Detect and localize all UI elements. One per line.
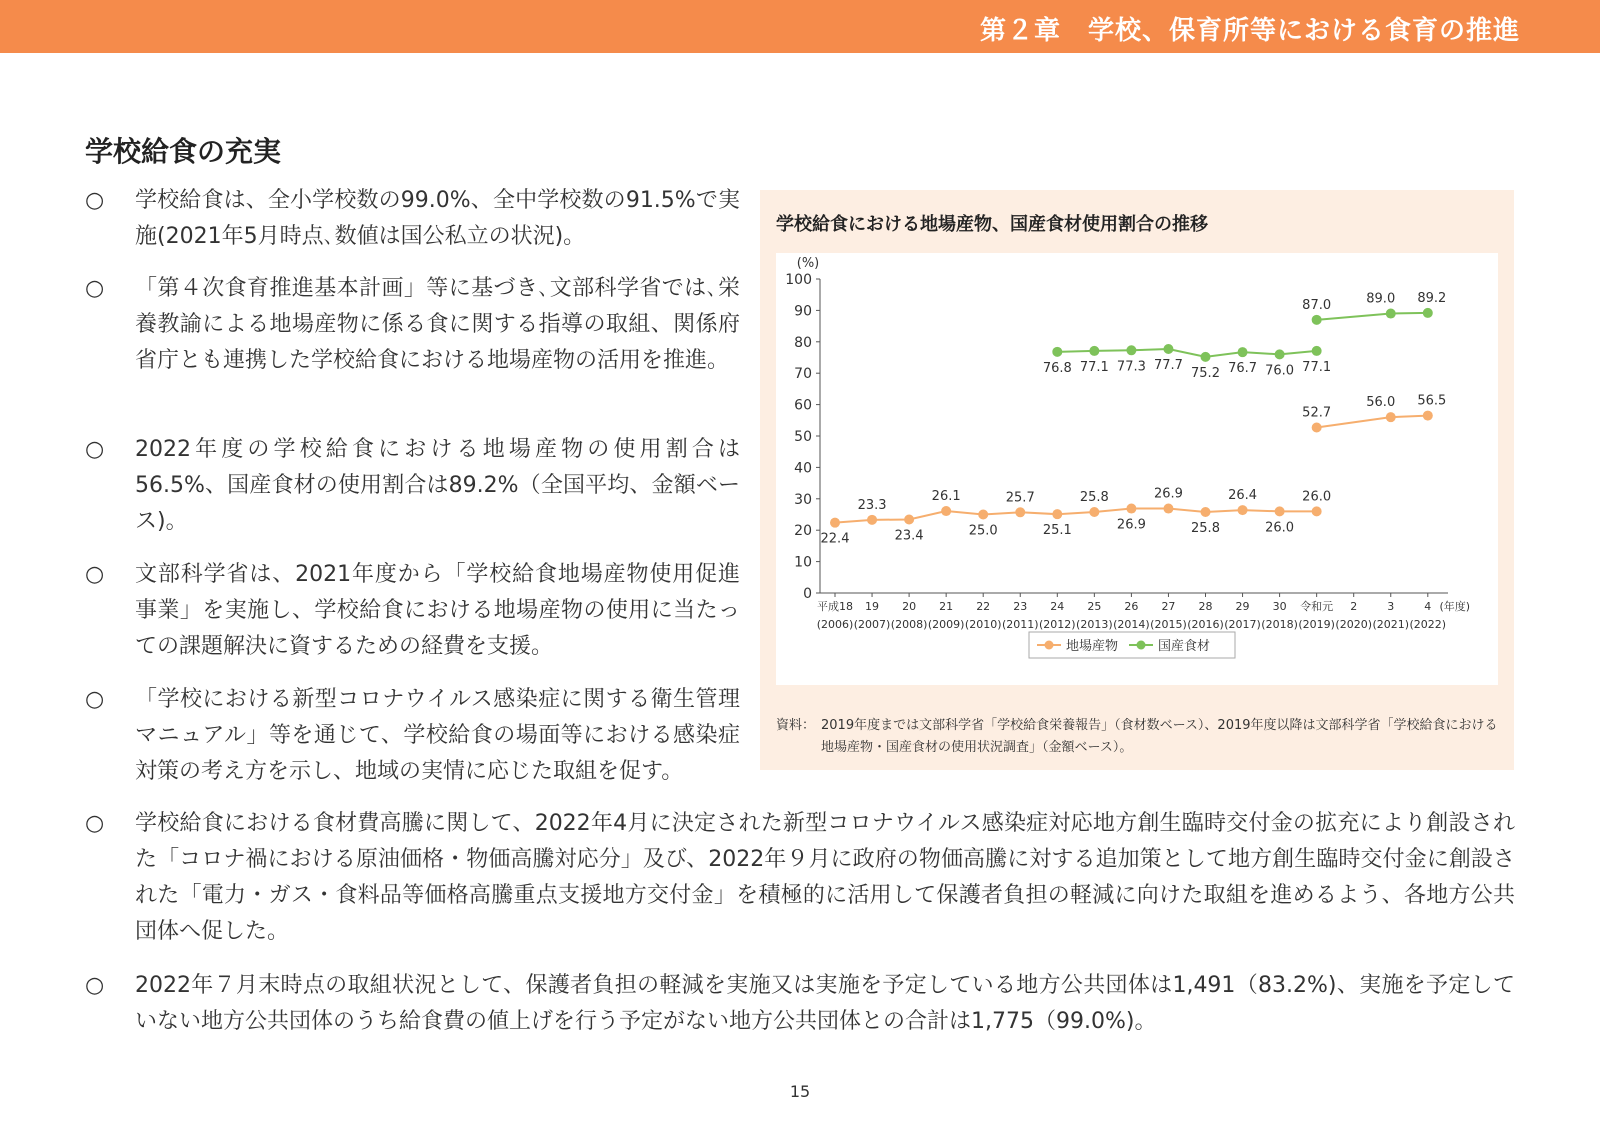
bullet-circle-icon: ○ [85,687,105,712]
x-tick-label: 19 [865,600,880,613]
data-label: 26.4 [1228,488,1258,504]
paragraph-5 [85,682,740,790]
data-point [1312,315,1322,325]
bullet-circle-icon: ○ [85,437,105,462]
y-tick-label: 0 [803,586,812,602]
paragraph-text: 2022年７月末時点の取組状況として、保護者負担の軽減を実施又は実施を予定している地方公共団体は1,491（83.2%)、実施を予定していない地方公共団体のうち給食費の値上げを行う予定がない地方公共団体との合計は1,775（99.0%)。 [135,973,1515,1034]
data-point [1089,507,1099,517]
data-point [1386,412,1396,422]
x-tick-label: 30 [1272,600,1287,613]
paragraph-text: 文部科学省は、2021年度から「学校給食地場産物使用促進事業」を実施し、学校給食における地場産物の使用に当たっての課題解決に資するための経費を支援。 [135,562,740,659]
x-tick-year-label: (2006) [816,618,854,631]
x-tick-year-label: (2021) [1372,618,1410,631]
data-label: 89.2 [1417,290,1447,306]
data-point [1052,347,1062,357]
section-title: 学校給食の充実 [85,135,282,168]
data-point [1275,349,1285,359]
y-tick-label: 100 [785,272,812,288]
x-tick-label: 平成18 [817,600,853,613]
source-text: 2019年度までは文部科学省「学校給食栄養報告」（食材数ベース）、2019年度以降は文部科学省「学校給食における地場産物・国産食材の使用状況調査」（金額ベース）。 [821,718,1498,755]
data-label: 77.3 [1116,359,1146,375]
data-label: 77.1 [1302,359,1332,375]
x-tick-label: 3 [1387,600,1395,613]
header-bar [0,0,1600,53]
bullet-circle-icon: ○ [85,276,105,301]
data-point [1386,309,1396,319]
chart-title: 学校給食における地場産物、国産食材使用割合の推移 [776,214,1208,235]
data-point [1126,345,1136,355]
data-point [1275,506,1285,516]
x-axis-label: (年度) [1439,600,1471,613]
y-tick-label: 80 [794,334,812,351]
x-tick-year-label: (2013) [1076,618,1113,631]
bullet-circle-icon: ○ [85,188,105,213]
data-point [1312,346,1322,356]
data-label: 52.7 [1302,405,1332,421]
paragraph-text: 学校給食における食材費高騰に関して、2022年4月に決定された新型コロナウイルス感染症対応地方創生臨時交付金の拡充により創設された「コロナ禍における原油価格・物価高騰対応分」及び、2022年９月に政府の物価高騰に対する追加策として地方創生臨時交付金に創設された「電力・ガス・食料品等価格高騰重点支援地方交付金」を積極的に活用して保護者負担の軽減に向けた取組を進めるよう、各地方公共団体へ促した。 [135,811,1515,944]
data-point [1238,505,1248,515]
x-tick-label: 20 [902,600,917,613]
data-point [1312,506,1322,516]
paragraph-1 [85,183,740,255]
paragraph-text: 「学校における新型コロナウイルス感染症に関する衛生管理マニュアル」等を通じて、学校給食の場面等における感染症対策の考え方を示し、地域の実情に応じた取組を促す。 [135,687,740,784]
chart-figure [760,190,1514,770]
y-tick-label: 20 [794,523,812,540]
data-point [1126,504,1136,514]
x-tick-year-label: (2018) [1261,618,1298,631]
data-label: 56.0 [1366,395,1396,411]
data-label: 25.0 [968,523,998,539]
data-label: 77.1 [1079,359,1109,375]
legend-label: 地場産物 [1066,639,1119,654]
data-label: 26.0 [1265,520,1295,536]
x-tick-label: 29 [1235,600,1250,613]
data-label: 26.9 [1116,517,1146,533]
x-tick-year-label: (2017) [1224,618,1261,631]
data-point [1015,507,1025,517]
data-point [1052,509,1062,519]
data-point [1163,504,1173,514]
x-tick-year-label: (2007) [853,618,891,631]
x-tick-year-label: (2016) [1187,618,1224,631]
chart-source [776,715,1500,759]
bullet-circle-icon: ○ [85,973,105,998]
data-point [867,515,877,525]
data-label: 26.1 [931,489,961,505]
x-tick-year-label: (2010) [964,618,1002,631]
legend-swatch-marker [1137,641,1146,650]
data-label: 77.7 [1153,358,1183,374]
x-tick-year-label: (2012) [1039,618,1076,631]
x-tick-label: 2 [1350,600,1358,613]
data-label: 76.8 [1042,360,1072,376]
y-tick-label: 90 [794,303,812,320]
data-point [1163,344,1173,354]
paragraph-text: 学校給食は、全小学校数の99.0%、全中学校数の91.5%で実施(2021年5月時点､数値は国公私立の状況)｡ [135,188,740,249]
chapter-title: 第２章 学校、保育所等における食育の推進 [979,16,1520,46]
x-tick-label: 28 [1198,600,1213,613]
y-tick-label: 50 [794,429,812,445]
x-tick-label: 25 [1087,600,1102,613]
data-label: 23.3 [857,497,887,513]
x-tick-year-label: (2009) [927,618,965,631]
data-point [1201,352,1211,362]
data-point [978,510,988,520]
series-line [1317,313,1428,320]
x-tick-year-label: (2014) [1113,618,1150,631]
data-point [1423,411,1433,421]
x-tick-label: 4 [1424,600,1432,613]
bullet-circle-icon: ○ [85,562,105,587]
data-point [1089,346,1099,356]
y-axis-label: (%) [796,256,820,271]
x-tick-label: 24 [1050,600,1065,613]
data-label: 89.0 [1366,291,1396,307]
data-label: 56.5 [1417,393,1447,409]
data-point [941,506,951,516]
y-tick-label: 60 [794,397,812,414]
series-line [1317,416,1428,428]
x-tick-label: 26 [1124,600,1139,613]
x-tick-year-label: (2008) [890,618,928,631]
data-label: 25.7 [1005,490,1035,506]
data-label: 76.7 [1228,361,1258,377]
x-tick-label: 27 [1161,600,1176,613]
paragraph-text: 2022年度の学校給食における地場産物の使用割合は56.5%、国産食材の使用割合は89.2%（全国平均、金額ベース)。 [135,437,740,534]
data-label: 25.8 [1079,489,1109,505]
chart-panel [776,253,1498,685]
data-label: 26.0 [1302,489,1332,505]
data-point [830,518,840,528]
data-point [1201,507,1211,517]
data-label: 75.2 [1191,365,1220,381]
data-label: 26.9 [1153,486,1183,502]
paragraph-6 [85,806,1515,950]
paragraph-text: 「第４次食育推進基本計画」等に基づき､文部科学省では､栄養教諭による地場産物に係る食に関する指導の取組、関係府省庁とも連携した学校給食における地場産物の活用を推進。 [135,276,740,373]
page-number: 15 [789,1082,811,1101]
x-tick-label: 21 [939,600,954,613]
paragraph-2 [85,271,740,379]
x-tick-year-label: (2015) [1150,618,1187,631]
paragraph-4 [85,557,740,665]
x-tick-label: 22 [976,600,991,613]
data-label: 25.1 [1042,523,1072,539]
x-tick-year-label: (2011) [1001,618,1039,631]
y-tick-label: 70 [794,366,812,383]
legend-label: 国産食材 [1158,639,1211,654]
data-point [1423,308,1433,318]
bullet-circle-icon: ○ [85,811,105,836]
data-point [904,515,914,525]
y-tick-label: 30 [794,491,812,508]
paragraph-7 [85,968,1515,1040]
x-tick-label: 令和元 [1300,600,1334,613]
data-label: 76.0 [1265,363,1295,379]
data-label: 22.4 [820,531,850,547]
x-tick-year-label: (2020) [1335,618,1372,631]
data-label: 87.0 [1302,297,1332,313]
source-label: 資料： [776,718,816,733]
data-point [1312,423,1322,433]
x-tick-year-label: (2019) [1298,618,1335,631]
data-label: 23.4 [894,528,924,544]
legend-swatch-marker [1045,641,1054,650]
y-tick-label: 10 [794,554,812,571]
x-tick-label: 23 [1013,600,1028,613]
x-tick-year-label: (2022) [1409,618,1447,631]
line-chart [776,253,1498,685]
data-label: 25.8 [1191,520,1220,536]
y-tick-label: 40 [794,460,812,477]
data-point [1238,347,1248,357]
paragraph-3 [85,432,740,540]
